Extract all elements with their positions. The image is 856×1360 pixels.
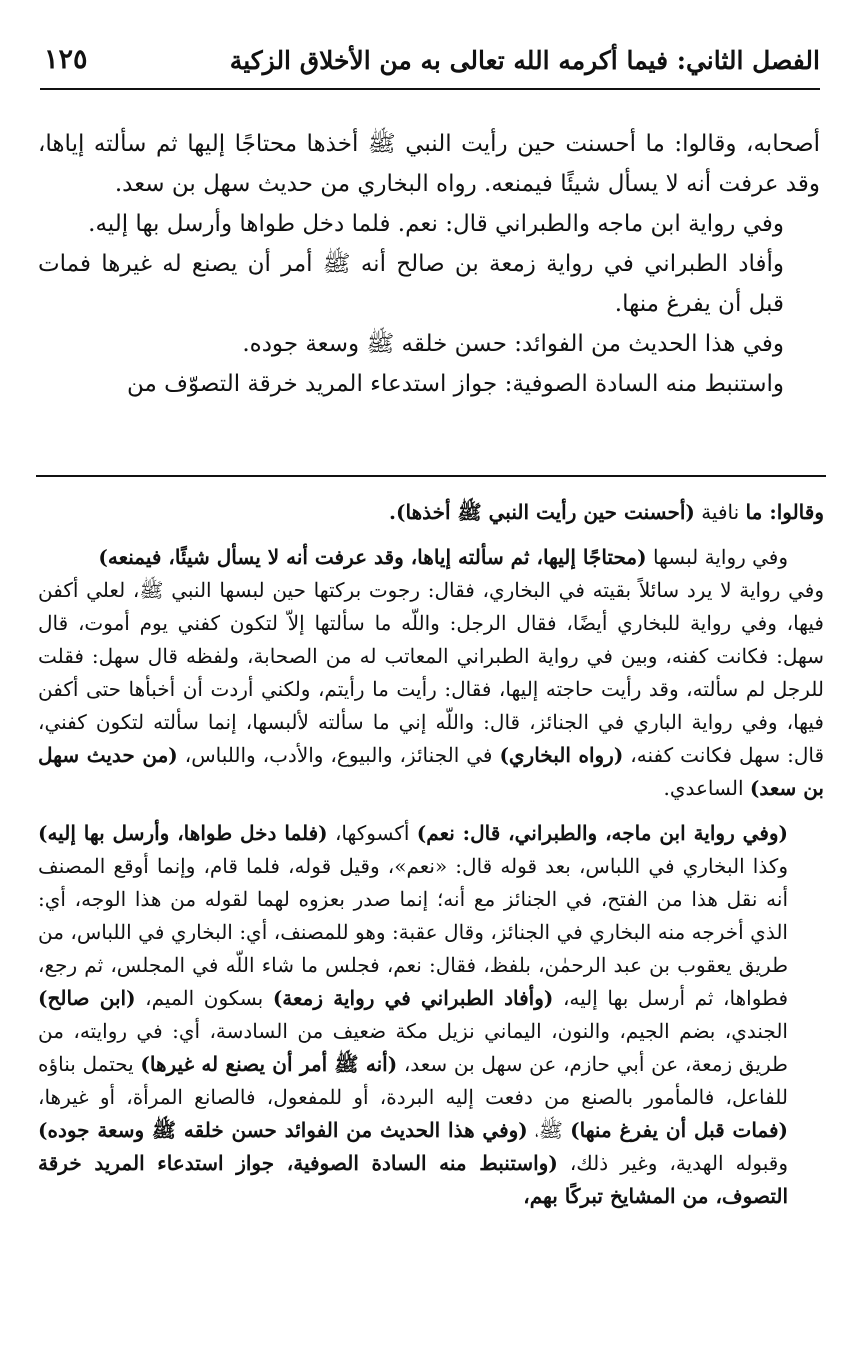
quoted-text: (من حديث سهل بن سعد) [38, 743, 824, 800]
quoted-text: (وأفاد الطبراني في رواية زمعة) [272, 986, 554, 1010]
quoted-text: (رواه البخاري) [499, 743, 624, 767]
quoted-text: (واستنبط منه السادة الصوفية، جواز استدعاء المريد خرقة التصوف، من المشايخ تبركًا بهم، [38, 1151, 788, 1208]
quoted-text: (أحسنت حين رأيت النبي ﷺ أخذها). [389, 500, 695, 524]
commentary-text: الساعدي. [663, 776, 750, 800]
main-paragraph: أصحابه، وقالوا: ما أحسنت حين رأيت النبي ﷺ أخذها محتاجًا إليها ثم سألته إياها، وقد عرفت أنه لا يسأل شيئًا فيمنعه. رواه البخاري من حديث سهل بن سعد. [38, 131, 820, 197]
commentary-paragraph [38, 574, 824, 805]
main-paragraph: وفي رواية ابن ماجه والطبراني قال: نعم. فلما دخل طواها وأرسل بها إليه. [88, 211, 784, 237]
commentary-text: الجندي، بضم الجيم، والنون، اليماني نزيل مكة ضعيف من السادسة، أي: في روايته، من طريق زمعة، عن أبي حازم، عن سهل بن سعد، [38, 1019, 788, 1076]
quoted-text: (ابن صالح) [38, 986, 136, 1010]
commentary-text: بسكون الميم، [135, 986, 273, 1010]
commentary-text: يحتمل بناؤه للفاعل، فالمأمور بالصنع من دفعت إليه البردة، أو للمفعول، فالصانع المرأة، أو غيرها، [38, 1052, 788, 1109]
quoted-text: (فمات قبل أن يفرغ منها) [570, 1118, 789, 1142]
commentary-text: وكذا البخاري في اللباس، بعد قوله قال: «نعم»، وقيل قوله، فلما قام، وإنما أوقع المصنف أنه نقل هذا من الفتح، في الجنائز مع أنه؛ إنما صدر بعزوه لهما لقوله من هذا الوجه، أي: الذي أخرجه منه البخاري في الجنائز، وقال عقبة: وهو للمصنف، أي: البخاري في اللباس، من طريق يعقوب بن عبد الرحمٰن، بلفظ، فقال: نعم، فجلس ما شاء اللّه في المجلس، ثم رجع، فطواها، ثم أرسل بها إليه، [38, 854, 789, 1010]
commentary-paragraph [38, 817, 824, 1213]
running-header [40, 44, 820, 90]
section-divider [36, 475, 826, 477]
quoted-text: (وفي رواية ابن ماجه، والطبراني، قال: نعم) [416, 821, 788, 845]
main-paragraph: وفي هذا الحديث من الفوائد: حسن خلقه ﷺ وسعة جوده. [242, 331, 784, 357]
commentary-paragraph [38, 496, 824, 529]
commentary-paragraph [38, 541, 824, 574]
quoted-text: (أنه ﷺ أمر أن يصنع له غيرها) [140, 1052, 398, 1076]
page-number: ١٢٥ [44, 44, 88, 75]
quoted-text: وقالوا: ما [745, 500, 824, 524]
commentary-text: في الجنائز، والبيوع، والأدب، واللباس، [177, 743, 500, 767]
chapter-title: الفصل الثاني: فيما أكرمه الله تعالى به من الأخلاق الزكية [229, 46, 820, 75]
commentary-text: وقبوله الهدية، وغير ذلك، [557, 1151, 788, 1175]
commentary-block [38, 496, 824, 1213]
commentary-text: نافية [694, 500, 746, 524]
quoted-text: (فلما دخل طواها، وأرسل بها إليه) [38, 821, 328, 845]
commentary-text: وفي رواية لا يرد سائلاً بقيته في البخاري، فقال: رجوت بركتها حين لبسها النبي ﷺ، لعلي أكفن فيها، وفي رواية للبخاري أيضًا، فقال الرجل: واللّه ما سألتها إلاّ لتكون كفني يوم أموت، قال سهل: فكانت كفنه، وبين في رواية الطبراني المعاتب له من الصحابة، ولفظه قال سهل: فقلت للرجل لم سألته، وقد رأيت حاجته إليها، فقال: رأيت ما رأيتم، ولكني أردت أن أخبأها حتى أكفن فيها، وفي رواية الباري في الجنائز، قال: واللّه إني ما سألته لألبسها، إنما سألته لتكون كفني، قال: سهل فكانت كفنه، [38, 578, 825, 767]
main-paragraph: واستنبط منه السادة الصوفية: جواز استدعاء المريد خرقة التصوّف من [126, 371, 784, 397]
commentary-text: ﷺ، [527, 1118, 571, 1142]
quoted-text: (وفي هذا الحديث من الفوائد حسن خلقه ﷺ وسعة جوده) [38, 1118, 528, 1142]
main-text-block [38, 124, 820, 404]
commentary-text: أكسوكها، [327, 821, 417, 845]
main-paragraph: وأفاد الطبراني في رواية زمعة بن صالح أنه ﷺ أمر أن يصنع له غيرها فمات قبل أن يفرغ منها. [38, 251, 784, 317]
commentary-text: وفي رواية لبسها [646, 545, 788, 569]
quoted-text: (محتاجًا إليها، ثم سألته إياها، وقد عرفت أنه لا يسأل شيئًا، فيمنعه) [98, 545, 647, 569]
